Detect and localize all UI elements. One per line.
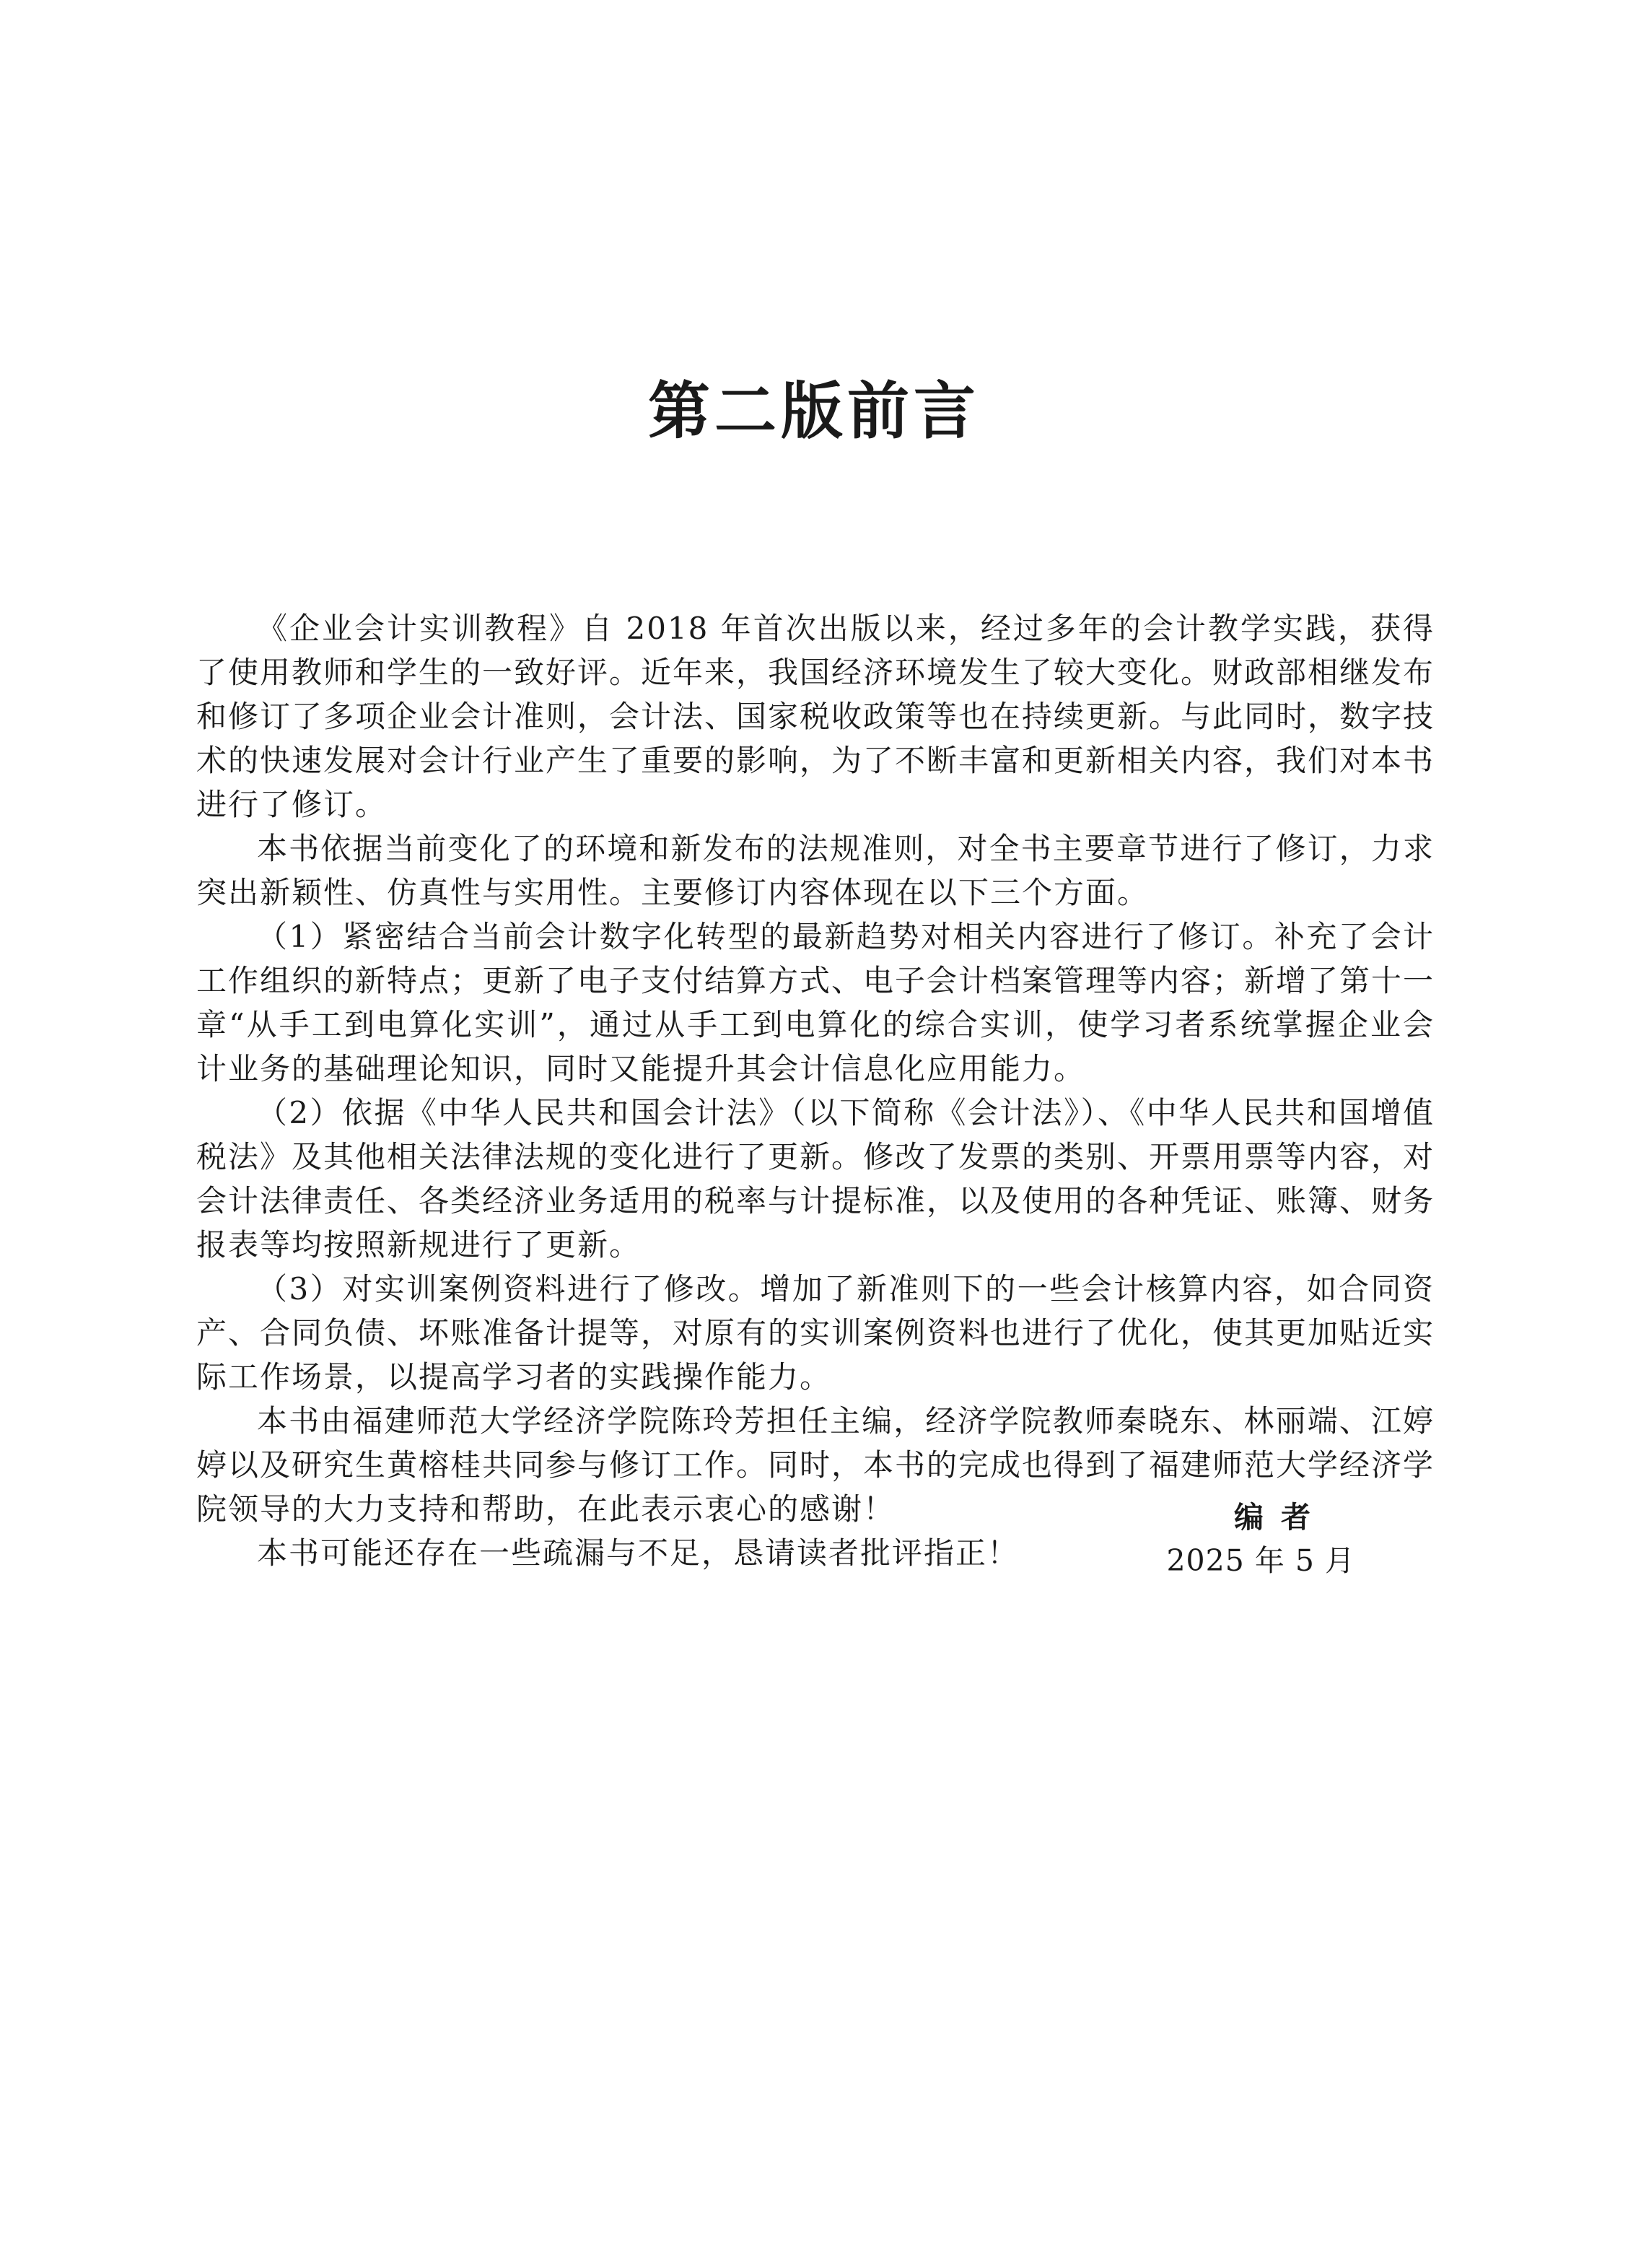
paragraph: 本书可能还存在一些疏漏与不足，恳请读者批评指正！ bbox=[257, 1535, 1020, 1571]
paragraph: 本书由福建师范大学经济学院陈玲芳担任主编，经济学院教师秦晓东、林丽端、江婷婷以及研究生黄榕桂共同参与修订工作。同时，本书的完成也得到了福建师范大学经济学院领导的大力支持和帮助，在此表示衷心的感谢！ bbox=[196, 1403, 1435, 1527]
page-title: 第二版前言 bbox=[648, 375, 980, 448]
paragraph: 本书依据当前变化了的环境和新发布的法规准则，对全书主要章节进行了修订，力求突出新颖性、仿真性与实用性。主要修订内容体现在以下三个方面。 bbox=[196, 831, 1435, 910]
preface-body bbox=[196, 606, 1435, 1575]
paragraph: 《企业会计实训教程》自 2018 年首次出版以来，经过多年的会计教学实践，获得了使用教师和学生的一致好评。近年来，我国经济环境发生了较大变化。财政部相继发布和修订了多项企业会计准则，会计法、国家税收政策等也在持续更新。与此同时，数字技术的快速发展对会计行业产生了重要的影响，为了不断丰富和更新相关内容，我们对本书进行了修订。 bbox=[196, 611, 1435, 822]
paragraph: （3）对实训案例资料进行了修改。增加了新准则下的一些会计核算内容，如合同资产、合同负债、坏账准备计提等，对原有的实训案例资料也进行了优化，使其更加贴近实际工作场景，以提高学习者的实践操作能力。 bbox=[196, 1271, 1435, 1395]
paragraph: （1）紧密结合当前会计数字化转型的最新趋势对相关内容进行了修订。补充了会计工作组织的新特点；更新了电子支付结算方式、电子会计档案管理等内容；新增了第十一章“从手工到电算化实训”，通过从手工到电算化的综合实训，使学习者系统掌握企业会计业务的基础理论知识，同时又能提升其会计信息化应用能力。 bbox=[196, 919, 1435, 1086]
signature-date: 2025 年 5 月 bbox=[1166, 1543, 1355, 1578]
paragraph: （2）依据《中华人民共和国会计法》（以下简称《会计法》）、《中华人民共和国增值税法》及其他相关法律法规的变化进行了更新。修改了发票的类别、开票用票等内容，对会计法律责任、各类经济业务适用的税率与计提标准，以及使用的各种凭证、账簿、财务报表等均按照新规进行了更新。 bbox=[196, 1095, 1435, 1262]
signature-author: 编者 bbox=[1234, 1500, 1328, 1535]
signature-block bbox=[1166, 1496, 1355, 1582]
